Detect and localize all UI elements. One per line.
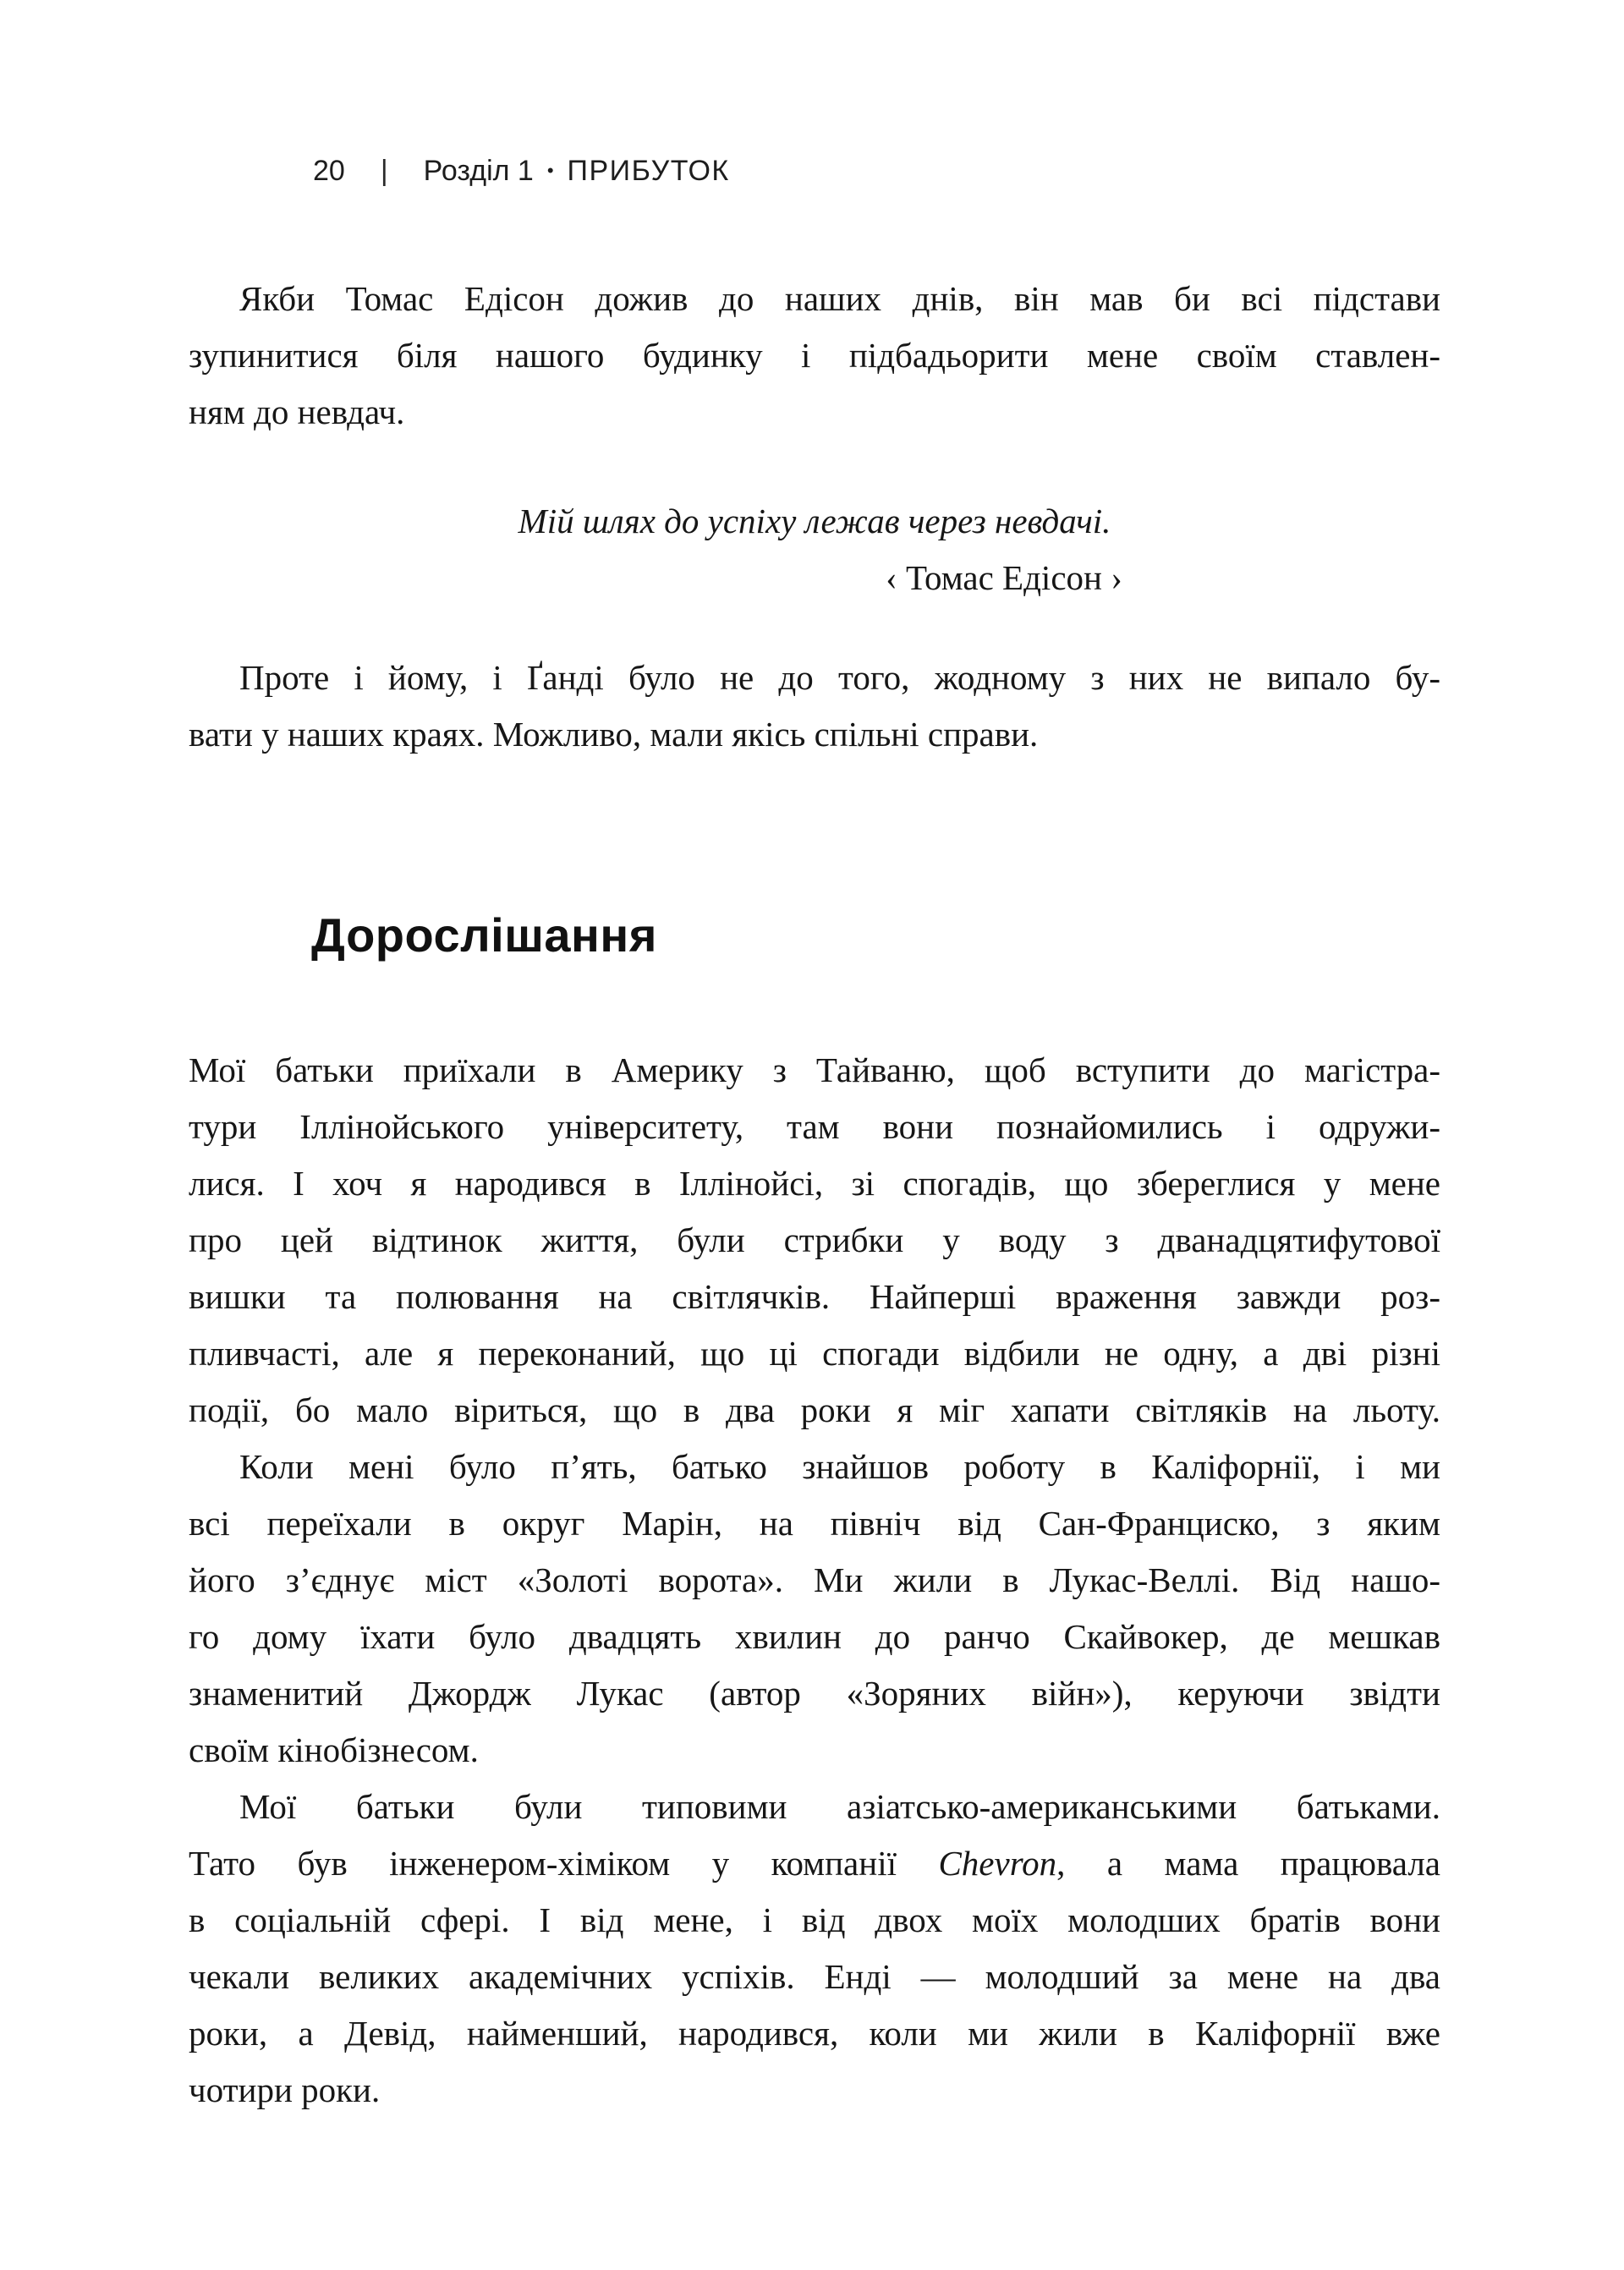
text-line: Проте і йому, і Ґанді було не до того, жодному з них не випало бу- bbox=[239, 658, 1440, 697]
text-line: в соціальній сфері. І від мене, і від двох моїх молодших братів вони bbox=[189, 1900, 1440, 1939]
epigraph-quote-text: Мій шлях до успіху лежав через невдачі. bbox=[518, 502, 1111, 540]
intro-paragraph-2 bbox=[189, 650, 1440, 763]
text-line: лися. І хоч я народився в Іллінойсі, зі спогадів, що збереглися у мене bbox=[189, 1164, 1440, 1203]
intro-paragraph-1 bbox=[189, 271, 1440, 441]
text-line: чекали великих академічних успіхів. Енді — молодший за мене на два bbox=[189, 1957, 1440, 1996]
text-line: роки, а Девід, найменший, народився, коли ми жили в Каліфорнії вже bbox=[189, 2014, 1440, 2053]
chapter-label: Розділ 1 bbox=[423, 155, 534, 187]
text-line: го дому їхати було двадцять хвилин до ранчо Скайвокер, де мешкав bbox=[189, 1617, 1440, 1656]
text-line: його з’єднує міст «Золоті ворота». Ми жили в Лукас-Веллі. Від нашо- bbox=[189, 1560, 1440, 1599]
text-line: всі переїхали в округ Марін, на північ від Сан-Франциско, з яким bbox=[189, 1504, 1440, 1543]
text-line: Якби Томас Едісон дожив до наших днів, він мав би всі підстави bbox=[239, 279, 1440, 318]
text-line: знаменитий Джордж Лукас (автор «Зоряних війн»), керуючи звідти bbox=[189, 1674, 1440, 1713]
text-line: події, бо мало віриться, що в два роки я міг хапати світляків на льоту. bbox=[189, 1390, 1440, 1429]
text-line: про цей відтинок життя, були стрибки у воду з дванадцятифутової bbox=[189, 1220, 1440, 1259]
page-number: 20 bbox=[313, 155, 345, 187]
text-line: своїм кінобізнесом. bbox=[189, 1730, 479, 1769]
header-divider: | bbox=[380, 155, 388, 187]
text-line: пливчасті, але я переконаний, що ці спогади відбили не одну, а дві різні bbox=[189, 1334, 1440, 1373]
text-line: Тато був інженером-хіміком у компанії Chevron, а мама працювала bbox=[189, 1844, 1440, 1883]
text-line: вати у наших краях. Можливо, мали якісь спільні справи. bbox=[189, 715, 1039, 754]
epigraph bbox=[189, 493, 1440, 606]
text-line: зупинитися біля нашого будинку і підбадьорити мене своїм ставлен- bbox=[189, 336, 1440, 375]
text-line: тури Іллінойського університету, там вони познайомились і одружи- bbox=[189, 1107, 1440, 1146]
section-body bbox=[189, 1042, 1440, 2119]
text-line: Мої батьки приїхали в Америку з Тайваню, щоб вступити до магістра- bbox=[189, 1050, 1440, 1089]
text-line: Мої батьки були типовими азіатсько-американськими батьками. bbox=[239, 1787, 1440, 1826]
page-header bbox=[313, 152, 730, 189]
header-section-title: ПРИБУТОК bbox=[567, 155, 730, 187]
text-line: вишки та полювання на світлячків. Найперші враження завжди роз- bbox=[189, 1277, 1440, 1316]
section-heading: Дорослішання bbox=[311, 908, 657, 962]
header-dot-icon: • bbox=[546, 160, 554, 181]
body-paragraph-2 bbox=[189, 1439, 1440, 1779]
body-paragraph-1 bbox=[189, 1042, 1440, 1439]
text-line: Коли мені було п’ять, батько знайшов роботу в Каліфорнії, і ми bbox=[239, 1447, 1440, 1486]
text-line: чотири роки. bbox=[189, 2070, 381, 2109]
epigraph-attribution: ‹ Томас Едісон › bbox=[886, 558, 1122, 597]
text-line: ням до невдач. bbox=[189, 392, 405, 431]
body-paragraph-3 bbox=[189, 1779, 1440, 2119]
